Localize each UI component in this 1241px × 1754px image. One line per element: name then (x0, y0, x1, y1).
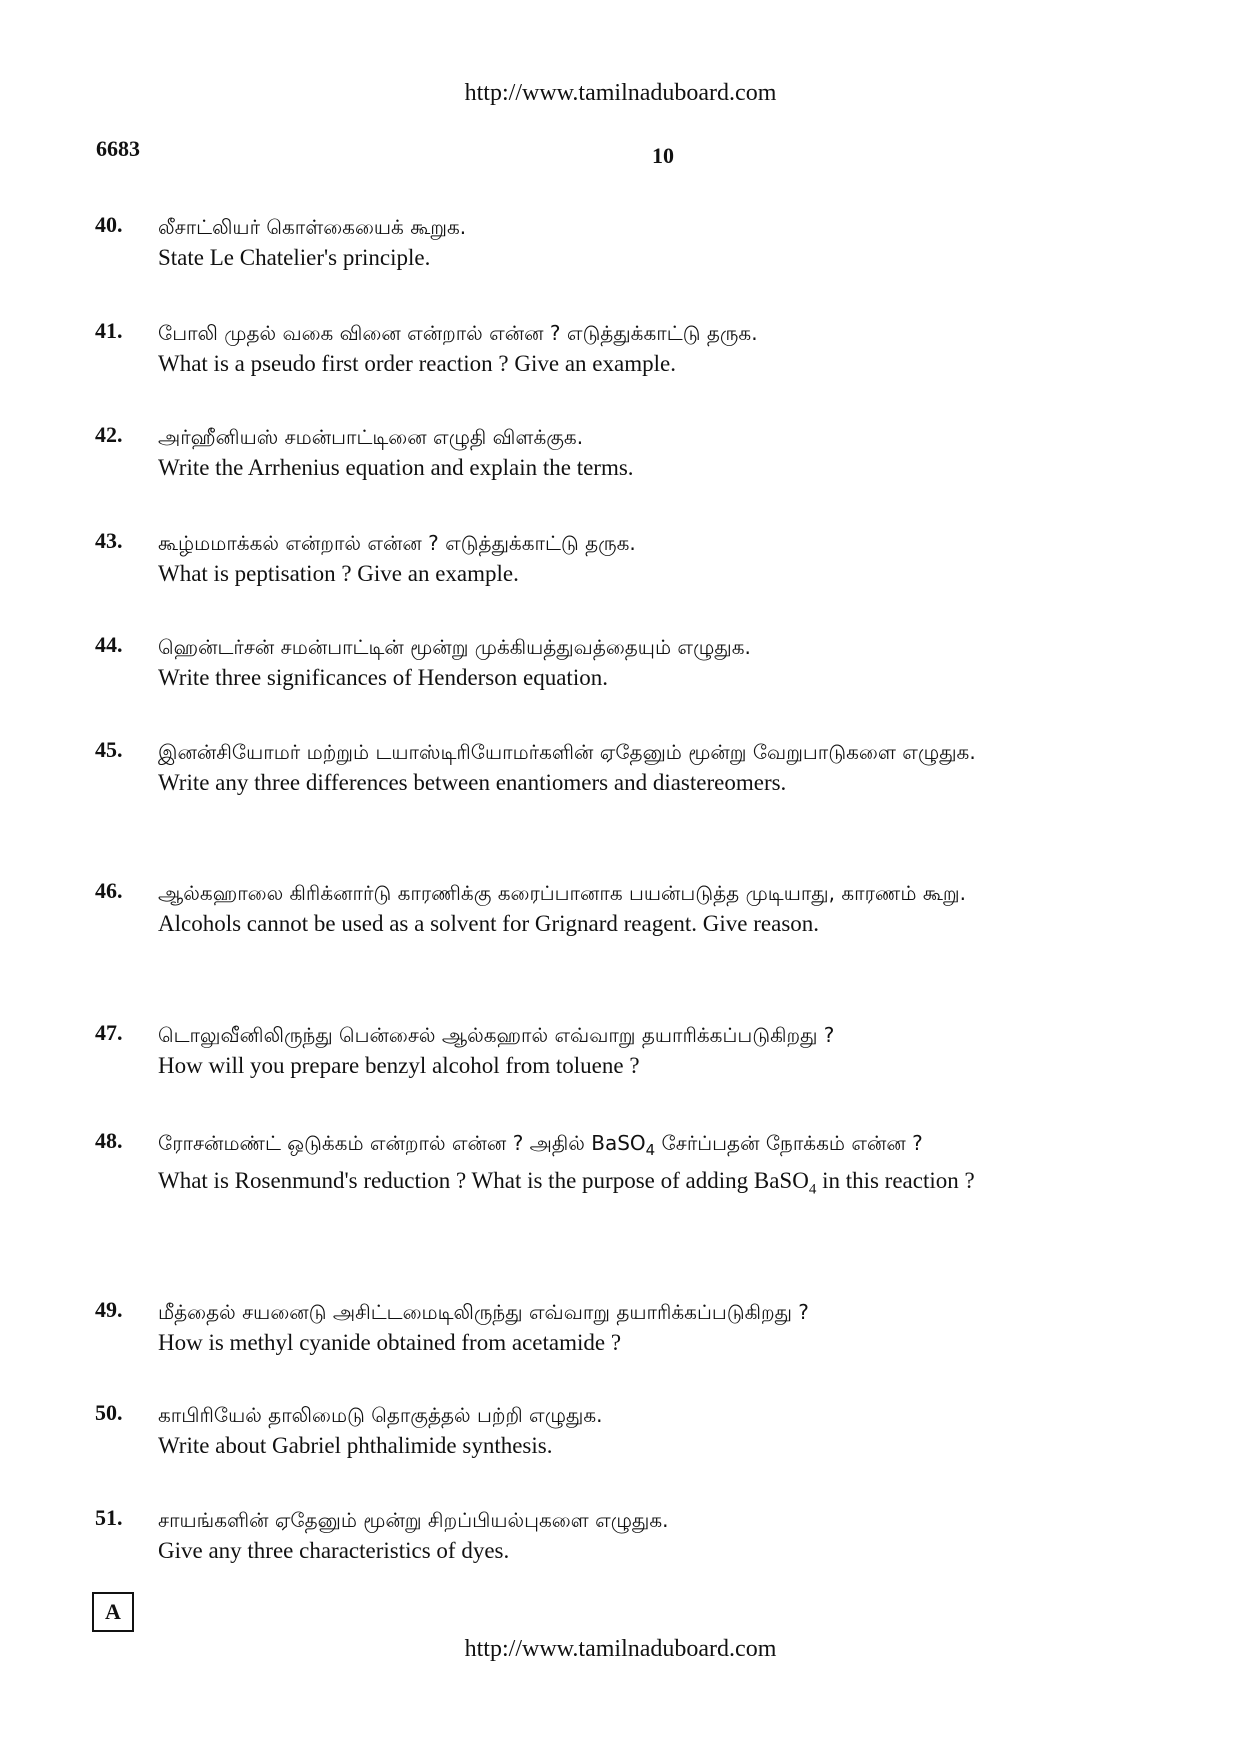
question-text-tamil: மீத்தைல் சயனைடு அசிட்டமைடிலிருந்து எவ்வாறு தயாரிக்கப்படுகிறது ? (158, 1300, 809, 1324)
subscript: 4 (645, 1141, 656, 1159)
question-45 (95, 737, 1155, 797)
question-43 (95, 528, 1155, 588)
question-text-english: Alcohols cannot be used as a solvent for Grignard reagent. Give reason. (158, 911, 820, 936)
question-49 (95, 1297, 1155, 1357)
subscript: 4 (808, 1181, 817, 1198)
question-number: 41. (95, 318, 123, 343)
question-text-english: Write three significances of Henderson equation. (158, 665, 608, 690)
question-42 (95, 422, 1155, 482)
question-number: 43. (95, 528, 123, 553)
question-number: 47. (95, 1020, 123, 1045)
question-text-tamil-part: சேர்ப்பதன் நோக்கம் என்ன ? (655, 1131, 923, 1155)
question-50 (95, 1400, 1155, 1460)
question-text-english-part: What is Rosenmund's reduction ? What is the purpose of adding BaSO (158, 1168, 809, 1193)
question-text-english: What is a pseudo first order reaction ? Give an example. (158, 351, 676, 376)
question-number: 42. (95, 422, 123, 447)
question-40 (95, 212, 1155, 272)
question-text-tamil: டொலுவீனிலிருந்து பென்சைல் ஆல்கஹால் எவ்வாறு தயாரிக்கப்படுகிறது ? (158, 1023, 835, 1047)
question-text-tamil: ஹென்டர்சன் சமன்பாட்டின் மூன்று முக்கியத்துவத்தையும் எழுதுக. (158, 635, 751, 659)
question-46 (95, 878, 1155, 938)
question-text-tamil: அர்ஹீனியஸ் சமன்பாட்டினை எழுதி விளக்குக. (158, 425, 584, 449)
question-number: 44. (95, 632, 123, 657)
question-number: 50. (95, 1400, 123, 1425)
question-text-english-part: in this reaction ? (816, 1168, 975, 1193)
question-number: 51. (95, 1505, 123, 1530)
header-url: http://www.tamilnaduboard.com (464, 80, 777, 106)
question-51 (95, 1505, 1155, 1565)
question-text-english: Write about Gabriel phthalimide synthesis. (158, 1433, 553, 1458)
question-number: 48. (95, 1128, 123, 1153)
question-text-english: Write the Arrhenius equation and explain the terms. (158, 455, 634, 480)
question-text-english: State Le Chatelier's principle. (158, 245, 431, 270)
question-number: 49. (95, 1297, 123, 1322)
footer-url: http://www.tamilnaduboard.com (464, 1636, 777, 1662)
question-text-tamil: காபிரியேல் தாலிமைடு தொகுத்தல் பற்றி எழுதுக. (158, 1403, 603, 1427)
question-number: 40. (95, 212, 123, 237)
question-text-tamil: இனன்சியோமர் மற்றும் டயாஸ்டிரியோமர்களின் ஏதேனும் மூன்று வேறுபாடுகளை எழுதுக. (158, 740, 976, 764)
question-text-tamil: கூழ்மமாக்கல் என்றால் என்ன ? எடுத்துக்காட்டு தருக. (158, 531, 636, 555)
question-48 (95, 1128, 1155, 1204)
question-47 (95, 1020, 1155, 1080)
question-text-tamil: ஆல்கஹாலை கிரிக்னார்டு காரணிக்கு கரைப்பானாக பயன்படுத்த முடியாது, காரணம் கூறு. (158, 881, 966, 905)
question-text-tamil: லீசாட்லியர் கொள்கையைக் கூறுக. (158, 215, 467, 239)
question-text-tamil-part: ரோசன்மண்ட் ஒடுக்கம் என்றால் என்ன ? அதில் BaSO (158, 1131, 646, 1155)
question-text-english (158, 1167, 1155, 1204)
question-text-english: What is peptisation ? Give an example. (158, 561, 519, 586)
question-text-english: Write any three differences between enantiomers and diastereomers. (158, 770, 787, 795)
question-text-tamil (158, 1128, 1155, 1165)
question-paper-version: A (92, 1592, 134, 1632)
paper-code: 6683 (96, 136, 140, 161)
question-text-english: How will you prepare benzyl alcohol from toluene ? (158, 1053, 640, 1078)
question-41 (95, 318, 1155, 378)
question-44 (95, 632, 1155, 692)
question-number: 46. (95, 878, 123, 903)
question-text-english: Give any three characteristics of dyes. (158, 1538, 510, 1563)
question-text-tamil: போலி முதல் வகை வினை என்றால் என்ன ? எடுத்துக்காட்டு தருக. (158, 321, 758, 345)
question-text-tamil: சாயங்களின் ஏதேனும் மூன்று சிறப்பியல்புகளை எழுதுக. (158, 1508, 669, 1532)
page-number: 10 (652, 143, 674, 168)
question-text-english: How is methyl cyanide obtained from acetamide ? (158, 1330, 622, 1355)
question-number: 45. (95, 737, 123, 762)
